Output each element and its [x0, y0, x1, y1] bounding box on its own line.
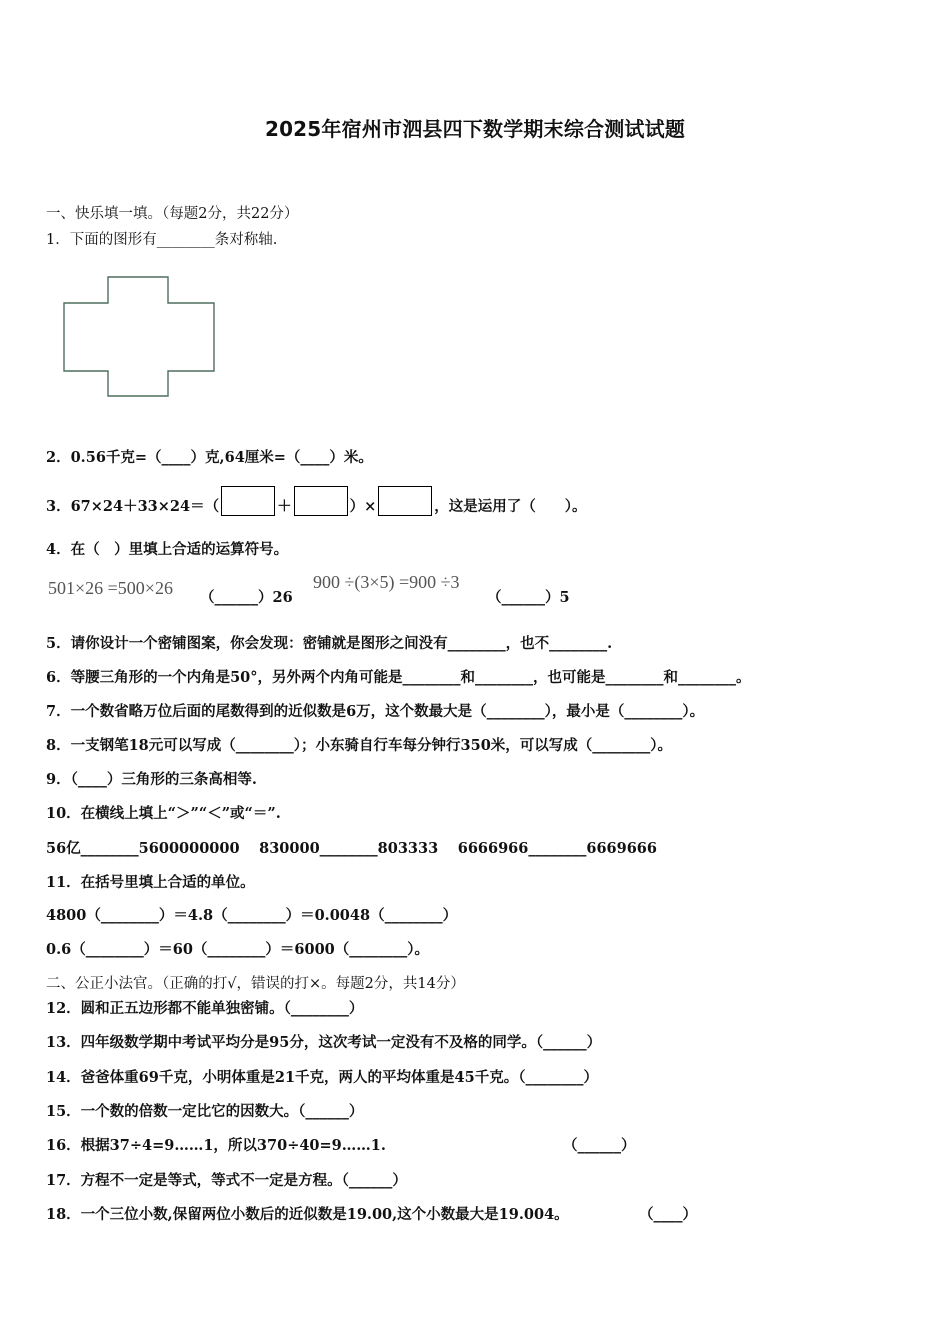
cross-shape-figure: [60, 272, 220, 402]
question-12: 12．圆和正五边形都不能单独密铺。（________）: [46, 1000, 364, 1017]
question-7: 7．一个数省略万位后面的尾数得到的近似数是6万，这个数最大是（________），最小是（________）。: [46, 703, 705, 720]
question-18: 18．一个三位小数,保留两位小数后的近似数是19.00,这个小数最大是19.004。: [46, 1206, 569, 1223]
question-11-line-2: 0.6（________）＝60（________）＝6000（________）。: [46, 941, 430, 958]
question-11: 11．在括号里填上合适的单位。: [46, 874, 255, 891]
question-11-line-1: 4800（________）＝4.8（________）＝0.0048（________）: [46, 907, 458, 924]
section-1-heading: 一、快乐填一填。（每题2分，共22分）: [46, 206, 299, 222]
question-9: 9．（____）三角形的三条高相等.: [46, 771, 257, 788]
question-16: 16．根据37÷4=9……1，所以370÷40=9……1.: [46, 1137, 386, 1154]
question-18-blank: （____）: [639, 1206, 697, 1223]
question-8: 8．一支钢笔18元可以写成（________）；小东骑自行车每分钟行350米，可以写成（________）。: [46, 737, 673, 754]
question-16-blank: （______）: [563, 1137, 636, 1154]
question-3: [46, 492, 587, 522]
question-15: 15．一个数的倍数一定比它的因数大。（______）: [46, 1103, 364, 1120]
question-4-blank-1: （______）26: [200, 589, 293, 606]
question-3-suffix: ，这是运用了（ ）。: [434, 498, 587, 515]
question-17: 17．方程不一定是等式，等式不一定是方程。（______）: [46, 1172, 407, 1189]
question-10: 10．在横线上填上“＞”“＜”或“＝”.: [46, 805, 281, 822]
question-10-items: 56亿________5600000000 830000________803333 6666966________6669666: [46, 840, 657, 857]
expression-1: 501×26 =500×26: [48, 578, 173, 598]
question-14: 14．爸爸体重69千克，小明体重是21千克，两人的平均体重是45千克。（________）: [46, 1069, 598, 1086]
question-5: 5．请你设计一个密铺图案，你会发现：密铺就是图形之间没有________，也不________.: [46, 635, 613, 652]
answer-box-3[interactable]: [378, 486, 432, 516]
question-1: 1．下面的图形有________条对称轴.: [46, 232, 278, 248]
expression-2: 900 ÷(3×5) =900 ÷3: [313, 572, 460, 592]
question-4-blank-2: （______）5: [487, 589, 570, 606]
question-2: 2．0.56千克=（____）克,64厘米=（____）米。: [46, 449, 373, 466]
answer-box-2[interactable]: [294, 486, 348, 516]
section-2-heading: 二、公正小法官。（正确的打√，错误的打×。每题2分，共14分）: [46, 976, 465, 992]
question-6: 6．等腰三角形的一个内角是50°，另外两个内角可能是________和________，也可能是________和________。: [46, 669, 751, 686]
question-3-prefix: 3．67×24＋33×24＝（: [46, 498, 220, 515]
plus-sign: ＋: [277, 498, 292, 515]
question-13: 13．四年级数学期中考试平均分是95分，这次考试一定没有不及格的同学。（______）: [46, 1034, 602, 1051]
question-3-times: ）×: [349, 498, 377, 515]
page-title: 2025年宿州市泗县四下数学期末综合测试试题: [264, 117, 686, 141]
question-4: 4．在（ ）里填上合适的运算符号。: [46, 541, 289, 558]
answer-box-1[interactable]: [221, 486, 275, 516]
